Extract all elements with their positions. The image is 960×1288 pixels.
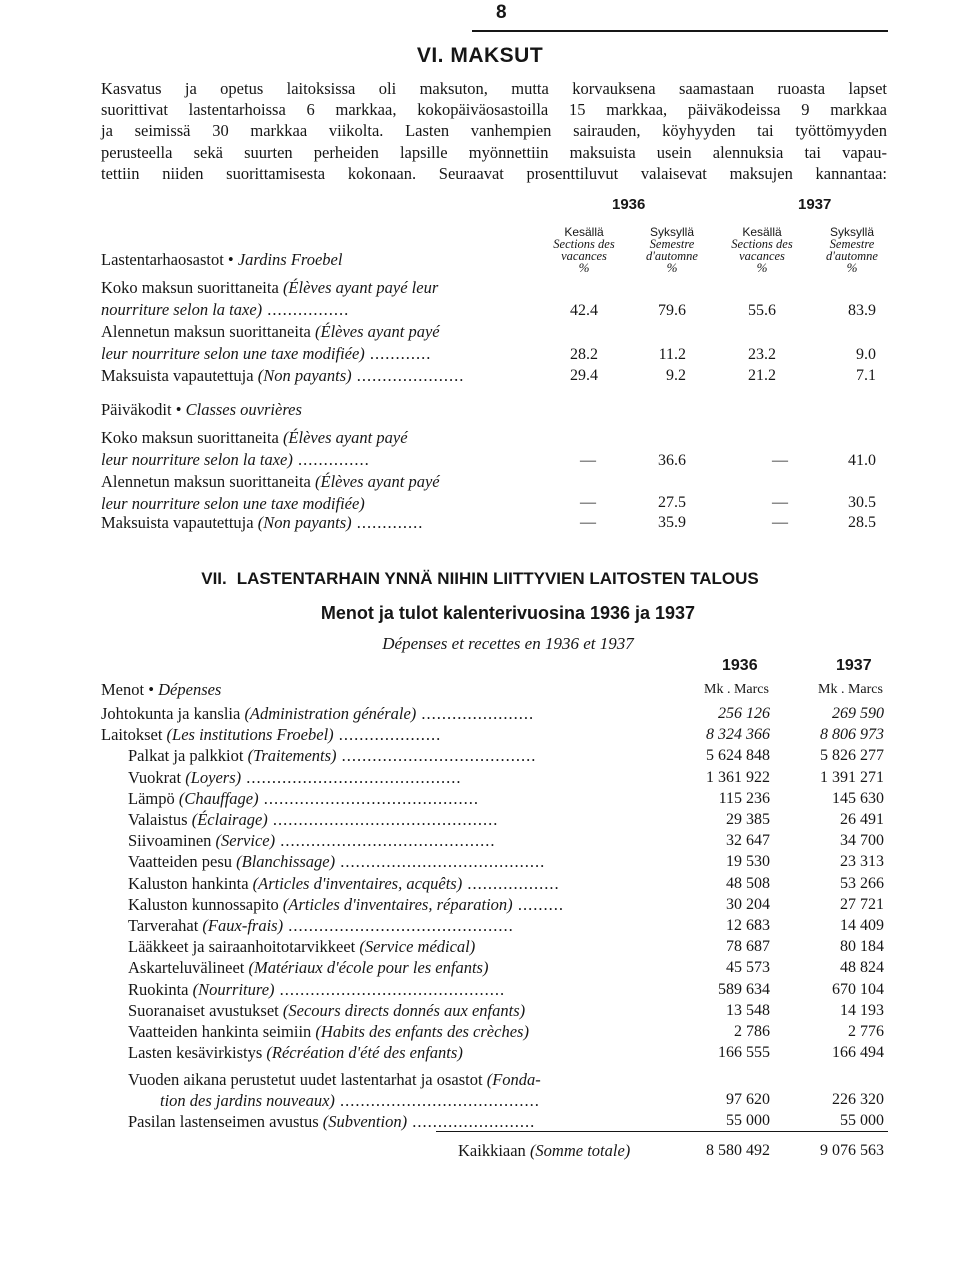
expense-label-fr: (Traitements)	[247, 746, 337, 766]
year-1936-header: 1936	[612, 196, 646, 213]
section-7-title: VII. LASTENTARHAIN YNNÄ NIIHIN LIITTYVIEN LAITOSTEN TALOUS	[201, 569, 759, 588]
expense-row-label	[128, 1043, 463, 1063]
amount-1936: 115 236	[718, 789, 770, 807]
value-cell: 21.2	[748, 367, 776, 384]
expense-row-label	[128, 810, 498, 830]
value-cell: 30.5	[848, 494, 876, 511]
value-cell: —	[580, 514, 596, 531]
expense-label-fr: (Secours directs donnés aux enfants)	[282, 1000, 526, 1020]
leader-dots: ..........................................	[241, 767, 462, 787]
value-cell: —	[772, 494, 788, 511]
expense-label-fi: Valaistus	[128, 810, 188, 829]
expense-row-label	[128, 980, 505, 1000]
expense-label-fi: Vaatteiden pesu	[128, 852, 233, 872]
new-kindergartens-row-label: tion des jardins nouveaux) .......................................	[160, 1091, 540, 1110]
expense-label-fi: Vuokrat	[128, 767, 182, 787]
row-label: Koko maksun suorittaneita (Élèves ayant payé leur	[101, 278, 439, 297]
value-cell: —	[580, 452, 596, 469]
expenses-heading: Menot • Dépenses	[101, 680, 222, 699]
expense-row-label	[128, 831, 495, 851]
expense-row-label	[101, 704, 534, 724]
expense-label-fr: (Matériaux d'école pour les enfants)	[248, 958, 489, 978]
expense-label-fi: Lämpö	[128, 788, 175, 808]
expense-label-fi: Vaatteiden hankinta seimiin	[128, 1022, 312, 1041]
expense-row-label	[128, 768, 461, 788]
paragraph-line: perusteella sekä suurten perheiden lapsille myönnettiin maksuista usein alennuksia tai vapau-	[101, 142, 887, 162]
amount-1937: 145 630	[832, 789, 884, 807]
expense-label-fr: (Service médical)	[359, 937, 476, 957]
amount-1937: 55 000	[840, 1112, 884, 1129]
amount-1937: 14 409	[840, 917, 884, 934]
expense-row-label	[128, 1001, 525, 1021]
leader-dots: ....................	[333, 725, 442, 745]
year-1937-header: 1937	[836, 657, 872, 674]
leader-dots: ........................................	[335, 852, 546, 872]
new-kindergartens-row-label: Vuoden aikana perustetut uudet lastentarhat ja osastot (Fonda-	[128, 1070, 541, 1089]
expense-label-fi: Palkat ja palkkiot	[128, 746, 244, 766]
value-cell: 36.6	[658, 452, 686, 469]
column-header: Kesällä Sections des vacances %	[731, 225, 793, 275]
leader-dots: ..................	[462, 873, 560, 893]
total-row-label: Kaikkiaan (Somme totale)	[458, 1141, 631, 1160]
value-cell: —	[772, 452, 788, 469]
leader-dots: .........	[512, 894, 564, 914]
expense-row-label	[128, 746, 536, 766]
total-rule	[436, 1131, 888, 1132]
amount-1936: 19 530	[726, 853, 770, 871]
column-header: Syksyllä Semestre d'automne %	[646, 225, 698, 275]
amount-1937: 2 776	[848, 1023, 884, 1040]
row-label: nourriture selon la taxe) ................	[101, 300, 350, 319]
year-1936-header: 1936	[722, 657, 758, 674]
amount-1936: 8 324 366	[706, 726, 770, 744]
expense-label-fi: Ruokinta	[128, 979, 189, 999]
value-cell: 42.4	[570, 302, 598, 319]
expense-label-fr: (Articles d'inventaires, acquêts)	[252, 873, 463, 893]
amount-1937: 1 391 271	[820, 768, 884, 786]
amount-1937: 226 320	[832, 1091, 884, 1108]
amount-1937: 166 494	[832, 1044, 884, 1062]
expense-row-label	[128, 852, 545, 872]
section-6-title: VI. MAKSUT	[416, 44, 544, 67]
leader-dots: ............................................	[283, 916, 514, 935]
paragraph-line: ja seimissä 30 markkaa viikolta. Lasten vanhempien sairauden, köyhyyden tai työttömyyden	[101, 121, 887, 141]
section-7-subtitle: Menot ja tulot kalenterivuosina 1936 ja 1937	[320, 603, 696, 623]
section-6-paragraph	[101, 78, 887, 184]
expense-label-fr: (Nourriture)	[192, 979, 275, 999]
row-label: leur nourriture selon la taxe) ..............	[101, 450, 370, 469]
value-cell: 27.5	[658, 494, 686, 511]
total-1936: 8 580 492	[706, 1142, 770, 1159]
row-label: Maksuista vapautettuja (Non payants) .............	[101, 513, 424, 532]
column-header: Syksyllä Semestre d'automne %	[826, 225, 878, 275]
value-cell: 29.4	[570, 367, 598, 384]
value-cell: 79.6	[658, 302, 686, 319]
expense-label-fr: (Blanchissage)	[236, 852, 336, 872]
row-label: Koko maksun suorittaneita (Élèves ayant payé	[101, 428, 408, 447]
currency-label: Mk . Marcs	[818, 682, 883, 697]
amount-1937: 23 313	[840, 853, 884, 871]
row-label: Maksuista vapautettuja (Non payants) .....................	[101, 366, 465, 385]
expense-row-label	[128, 916, 514, 936]
expense-label-fr: (Loyers)	[185, 767, 242, 787]
expense-label-fr: (Administration générale)	[244, 704, 417, 723]
currency-label: Mk . Marcs	[704, 682, 769, 697]
leader-dots: ......................................	[336, 746, 537, 766]
amount-1936: 55 000	[726, 1112, 770, 1129]
amount-1936: 1 361 922	[706, 768, 770, 786]
expense-row-label	[128, 895, 564, 915]
value-cell: 41.0	[848, 452, 876, 469]
expense-label-fi: Lääkkeet ja sairaanhoitotarvikkeet	[128, 937, 356, 957]
expense-row-label	[128, 958, 488, 978]
amount-1936: 2 786	[734, 1023, 770, 1040]
value-cell: 9.0	[856, 346, 876, 363]
amount-1937: 27 721	[840, 895, 884, 913]
expense-label-fi: Siivoaminen	[128, 831, 212, 851]
expense-label-fr: (Habits des enfants des crèches)	[315, 1022, 529, 1041]
expense-label-fr: (Articles d'inventaires, réparation)	[282, 894, 513, 914]
amount-1937: 5 826 277	[820, 747, 884, 765]
group-title-kindergartens: Lastentarhaosastot • Jardins Froebel	[101, 250, 343, 269]
expense-label-fi: Tarverahat	[128, 916, 199, 935]
expense-row-label	[128, 874, 560, 894]
amount-1937: 26 491	[840, 811, 884, 828]
amount-1936: 589 634	[718, 980, 770, 998]
value-cell: 28.2	[570, 346, 598, 363]
expense-label-fr: (Faux-frais)	[202, 916, 284, 935]
group-title-day-nurseries: Päiväkodit • Classes ouvrières	[101, 400, 302, 419]
expense-label-fr: (Chauffage)	[178, 788, 259, 808]
row-label: Alennetun maksun suorittaneita (Élèves ayant payé	[101, 472, 440, 491]
amount-1937: 53 266	[840, 874, 884, 892]
expense-label-fi: Kaluston kunnossapito	[128, 894, 279, 914]
year-1937-header: 1937	[798, 196, 832, 213]
page-number: 8	[496, 2, 507, 23]
expense-row-label	[128, 1022, 529, 1042]
expense-label-fi: Kaluston hankinta	[128, 873, 249, 893]
expense-row-label	[128, 789, 479, 809]
expense-row-label	[101, 725, 441, 745]
leader-dots: ..........................................	[275, 831, 496, 851]
value-cell: 83.9	[848, 302, 876, 319]
total-1937: 9 076 563	[820, 1142, 884, 1159]
leader-dots: ..........................................	[258, 788, 479, 808]
amount-1937: 269 590	[832, 705, 884, 722]
amount-1936: 32 647	[726, 832, 770, 850]
amount-1936: 45 573	[726, 959, 770, 977]
subsidy-row-label: Pasilan lastenseimen avustus (Subvention) ........................	[128, 1112, 536, 1131]
expense-row-label	[128, 937, 475, 957]
expense-label-fr: (Récréation d'été des enfants)	[266, 1043, 463, 1063]
value-cell: 55.6	[748, 302, 776, 319]
value-cell: 9.2	[666, 367, 686, 384]
amount-1936: 48 508	[726, 874, 770, 892]
leader-dots: ............................................	[274, 979, 506, 999]
amount-1937: 14 193	[840, 1001, 884, 1019]
row-label: leur nourriture selon une taxe modifiée) ............	[101, 344, 432, 363]
amount-1937: 34 700	[840, 832, 884, 850]
row-label: Alennetun maksun suorittaneita (Élèves ayant payé	[101, 322, 440, 341]
amount-1937: 48 824	[840, 959, 884, 977]
amount-1936: 29 385	[726, 811, 770, 828]
amount-1936: 78 687	[726, 938, 770, 956]
row-label: leur nourriture selon une taxe modifiée)	[101, 494, 365, 513]
paragraph-line: Kasvatus ja opetus laitoksissa oli maksuton, mutta korvauksena saamastaan ruoasta lapset	[101, 79, 887, 98]
paragraph-line: tettiin niiden suorittamisesta kokonaan. Seuraavat prosenttiluvut valaisevat maksujen kannantaa:	[101, 163, 887, 183]
amount-1936: 30 204	[726, 895, 770, 913]
expense-label-fi: Laitokset	[101, 725, 163, 745]
expense-label-fi: Askarteluvälineet	[128, 958, 245, 978]
expense-label-fi: Suoranaiset avustukset	[128, 1000, 279, 1020]
leader-dots: ......................	[416, 704, 535, 723]
expense-label-fi: Lasten kesävirkistys	[128, 1043, 263, 1063]
value-cell: 11.2	[658, 346, 686, 363]
value-cell: 28.5	[848, 514, 876, 531]
amount-1937: 8 806 973	[820, 726, 884, 744]
amount-1936: 12 683	[726, 917, 770, 934]
leader-dots: ............................................	[267, 810, 499, 829]
value-cell: —	[580, 494, 596, 511]
section-7-subtitle-fr: Dépenses et recettes en 1936 et 1937	[382, 634, 634, 653]
expense-label-fr: (Les institutions Froebel)	[166, 725, 334, 745]
amount-1936: 5 624 848	[706, 747, 770, 765]
column-header: Kesällä Sections des vacances %	[553, 225, 615, 275]
header-rule	[472, 30, 888, 32]
expense-label-fi: Johtokunta ja kanslia	[101, 704, 241, 723]
amount-1936: 166 555	[718, 1044, 770, 1062]
value-cell: 23.2	[748, 346, 776, 363]
value-cell: 35.9	[658, 514, 686, 531]
amount-1936: 13 548	[726, 1001, 770, 1019]
amount-1936: 97 620	[726, 1091, 770, 1108]
amount-1936: 256 126	[718, 705, 770, 722]
value-cell: —	[772, 514, 788, 531]
paragraph-line: suorittivat lastentarhoissa 6 markkaa, kokopäiväosastoilla 15 markkaa, päiväkodeissa 9 markkaa	[101, 100, 887, 120]
expense-label-fr: (Service)	[215, 831, 276, 851]
expense-label-fr: (Éclairage)	[191, 810, 268, 829]
value-cell: 7.1	[856, 367, 876, 384]
amount-1937: 80 184	[840, 938, 884, 956]
amount-1937: 670 104	[832, 980, 884, 998]
